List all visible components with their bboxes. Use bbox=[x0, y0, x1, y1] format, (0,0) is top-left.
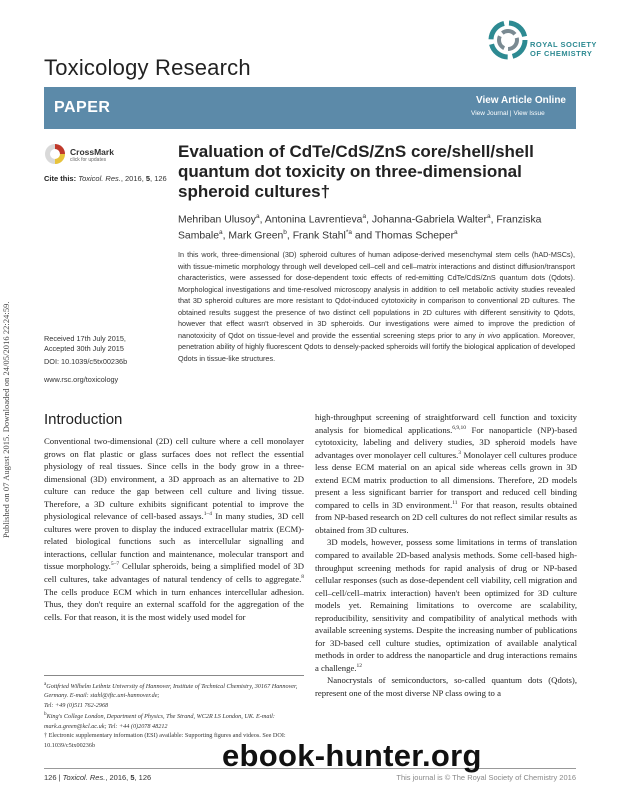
view-journal-link[interactable]: View Journal bbox=[471, 110, 509, 117]
footer-journal: Toxicol. Res. bbox=[62, 773, 106, 782]
intro-paragraph-1-continued: high-throughput screening of straightforward cell function and toxicity analysis for biomedical applications.$^{6,9,10}$ For nanoparticle (NP)-based cytotoxicity, labeling and delivery studies, 3D spheroid models have advantages over monolayer cell cultures.$^3$ Monolayer cell cultures produce less dense ECM material on an apical side whereas cells grown in 3D extend ECM matrix production to all dimensions. Therefore, 2D models present a less significant barrier for transport and reduced cell binding compared to cells in 3D environment.$^{11}$ For that reason, results obtained from NP-based research on 2D cell cultures do not reflect similar results as obtained from 3D cultures. bbox=[315, 412, 577, 535]
intro-paragraph-3: Nanocrystals of semiconductors, so-called quantum dots (Qdots), represent one of the most diverse NP class owing to a bbox=[315, 675, 577, 699]
section-heading-introduction: Introduction bbox=[44, 411, 123, 428]
intro-column-right bbox=[315, 411, 577, 700]
author-affiliation-mark: a bbox=[454, 229, 458, 237]
author-separator: , bbox=[490, 214, 497, 226]
view-links-separator: | bbox=[509, 110, 512, 117]
citation-ref[interactable]: 5–7 bbox=[110, 561, 120, 568]
author-name: Johanna-Gabriela Walter bbox=[371, 214, 487, 226]
received-dates bbox=[44, 334, 126, 354]
author-separator: , bbox=[259, 214, 265, 226]
author-list bbox=[178, 210, 573, 243]
cite-year: , 2016, bbox=[120, 174, 146, 183]
rsc-logo bbox=[488, 16, 600, 86]
author-affiliation-mark: a bbox=[362, 213, 367, 220]
footer-separator: | bbox=[58, 773, 61, 782]
footnote-b-text: King's College London, Department of Physics, The Strand, WC2R LS London, UK. E-mail: mark.a.green@kcl.ac.uk; Tel: +44 (0)2078 48212 bbox=[44, 713, 275, 730]
received-date: Received 17th July 2015, bbox=[44, 334, 126, 343]
author-affiliation-mark: *a bbox=[345, 229, 352, 237]
cite-page: , 126 bbox=[150, 174, 167, 183]
rsc-logo-line-2: OF CHEMISTRY bbox=[530, 49, 593, 58]
author-separator: , bbox=[286, 230, 293, 242]
crossmark-badge[interactable] bbox=[44, 143, 134, 165]
abstract: In this work, three-dimensional (3D) spheroid cultures of human adipose-derived mesenchymal stem cells (hAD-MSCs), with tissue-mimetic morphology through well developed cell–cell and cell–matrix interactions and distinct diffusion/transport characteristics, were assessed for dose-dependent toxic effects of red-emitting CdTe/CdS/ZnS quantum dots (Qdots). Morphological investigations and time-resolved microscopy analysis in addition to cell metabolic activity studies revealed that 3D spheroid cultures are more resistant to Qdot-induced cytotoxicity in comparison to conventional 2D cultures. The obtained results suggest the presence of two distinct cell populations in 2D cultures with different sensitivity to Qdots, however that effect wasn't observed in 3D spheroids. Our investigations were aimed to improve the prediction of nanotoxicity of Qdot on tissue-level and provide the essential screening steps prior to any in vivo application. Moreover, penetration ability of highly fluorescent Qdots to densely-packed spheroids will fortify the biological application of developed Qdots in tissue-like structures. bbox=[178, 250, 575, 363]
citation-ref[interactable]: 8 bbox=[301, 574, 304, 581]
rsc-logo-icon bbox=[488, 16, 528, 64]
author-affiliation-mark: a bbox=[219, 229, 223, 237]
citation-ref[interactable]: 3 bbox=[458, 449, 461, 456]
author-affiliation-mark: b bbox=[283, 229, 287, 237]
doi: DOI: 10.1039/c5tx00236b bbox=[44, 357, 128, 366]
author-separator: and bbox=[351, 230, 375, 242]
cite-volume: 5 bbox=[145, 174, 151, 183]
author-name: Mark Green bbox=[228, 230, 284, 242]
footnote-b-mark: b bbox=[44, 711, 47, 718]
footer-volume: 5 bbox=[130, 773, 135, 782]
site-watermark: ebook-hunter.org bbox=[222, 738, 482, 773]
crossmark-title: CrossMark bbox=[70, 147, 114, 157]
author-name: Mehriban Ulusoy bbox=[178, 214, 256, 226]
footer-year: , 2016, bbox=[105, 773, 131, 782]
author-affiliation-mark: a bbox=[255, 213, 260, 220]
view-issue-link[interactable]: View Issue bbox=[513, 110, 545, 117]
author-name: Antonina Lavrentieva bbox=[264, 214, 363, 226]
citation-ref[interactable]: 1–4 bbox=[203, 511, 212, 518]
author-name: Frank Stahl bbox=[292, 230, 346, 242]
cite-prefix: Cite this: bbox=[44, 174, 77, 183]
footnote-a-mark: a bbox=[44, 681, 47, 687]
intro-column-left bbox=[44, 435, 304, 623]
accepted-date: Accepted 30th July 2015 bbox=[44, 344, 124, 354]
author-name: Franziska Sambale bbox=[178, 214, 542, 242]
cite-journal: Toxicol. Res. bbox=[78, 174, 121, 183]
crossmark-icon bbox=[44, 143, 66, 165]
footer-pages: , 126 bbox=[134, 773, 152, 782]
footnote-a bbox=[44, 680, 304, 701]
intro-paragraph-1: Conventional two-dimensional (2D) cell culture where a cell monolayer grows on flat plastic or glass surfaces does not reflect the essential physiology of real tissues. Since cells in the body grow in a three-dimensional (3D) environment, a 3D approach as an alternative to 2D culture can reduce the gap between cell culture and living tissue. Therefore, a 3D culture exhibits significant potential to improve the physiological relevance of cell-based assays.$^{1-4}$ In many studies, 3D cell cultures were proven to display the induced extracellular matrix (ECM)-related biological functions such as intercellular signalling and interactions, cellular function and maintenance, molecular transport and tissue morphology.$^{5-7}$ Cellular spheroids, being a simplified model of 3D cell cultures, take advantages of natural tendency of cells to aggregate.$^8$ The cells produce ECM which in turn enhances intercellular adhesion. Thus, they don't require an external scaffold for the aggregation of the cells. For that reason, it is the most widely used model for bbox=[44, 436, 305, 622]
rsc-logo-line-1: ROYAL SOCIETY bbox=[530, 40, 597, 49]
footnote-esi: † Electronic supplementary information (ESI) available: Supporting figures and videos. See DOI: 10.1039/c5tx00236b bbox=[44, 732, 286, 749]
page-footer bbox=[44, 773, 151, 782]
publication-watermark-note: Published on 07 August 2015. Downloaded on 24/05/2016 22:24:59. bbox=[2, 301, 11, 539]
article-title: Evaluation of CdTe/CdS/ZnS core/shell/shell quantum dot toxicity on three-dimensional spheroid cultures† bbox=[178, 142, 534, 201]
citation-ref[interactable]: 12 bbox=[356, 663, 362, 670]
citation bbox=[44, 174, 167, 183]
journal-title: Toxicology Research bbox=[44, 55, 251, 80]
footnote-a-tel: Tel: +49 (0)511 762-2968 bbox=[44, 701, 109, 709]
crossmark-subtitle: click for updates bbox=[70, 157, 107, 163]
citation-ref[interactable]: 6,9,10 bbox=[452, 424, 467, 431]
footnote-a-text: Gottfried Wilhelm Leibniz University of Hannover, Institute of Technical Chemistry, 30167 Hannover, Germany. E-mail: stahl@iftc.uni-hannover.de; bbox=[44, 683, 298, 700]
article-type-banner bbox=[44, 87, 576, 129]
intro-paragraph-2: 3D models, however, possess some limitations in terms of translation compared to available 2D-based analysis methods. Some cell-based high-throughput screening methods for rapid analysis of drug or NP-based cellular responses (such as dose-dependent cell viability, cell migration and cell–cell/cell–matrix interaction) haven't been optimized for 3D culture models yet. Remaining limitations to overcome are scalability, reproducibility, sensitivity and compatibility of analytical methods with available screening systems. Despite the increasing number of publications for 3D-based cell culture studies, optimization of available analytical methods in order to address the nanoparticle and drug interactions remains a challenge.$^{12}$ bbox=[315, 537, 577, 673]
footer-copyright: This journal is © The Royal Society of Chemistry 2016 bbox=[396, 773, 576, 782]
author-name: Thomas Scheper bbox=[374, 230, 455, 242]
author-separator: , bbox=[222, 230, 229, 242]
author-affiliation-mark: a bbox=[486, 213, 491, 220]
author-separator: , bbox=[366, 214, 372, 226]
article-type-label: PAPER bbox=[54, 99, 111, 116]
citation-ref[interactable]: 11 bbox=[452, 499, 458, 506]
footnote-b bbox=[44, 710, 304, 731]
journal-url[interactable]: www.rsc.org/toxicology bbox=[44, 375, 119, 384]
footer-page-number: 126 bbox=[44, 773, 57, 782]
view-article-online-link[interactable]: View Article Online bbox=[475, 95, 566, 106]
